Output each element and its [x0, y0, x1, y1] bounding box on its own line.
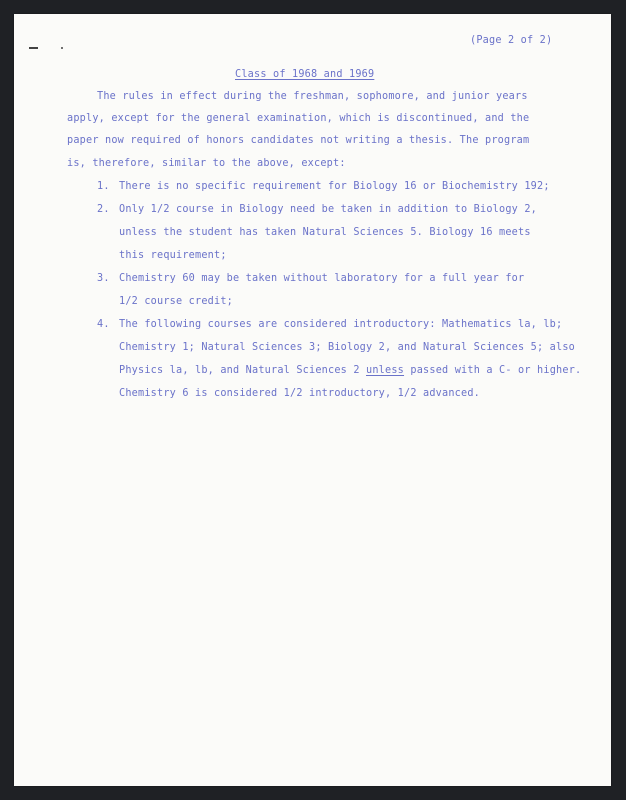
section-title: Class of 1968 and 1969 — [235, 69, 375, 80]
item-line: Chemistry 6 is considered 1/2 introductory, 1/2 advanced. — [119, 388, 481, 399]
item-number: 1. — [97, 181, 110, 192]
item-line: Chemistry 60 may be taken without laboratory for a full year for — [119, 273, 525, 284]
item-line: unless the student has taken Natural Sciences 5. Biology 16 meets — [119, 227, 531, 238]
page-number: (Page 2 of 2) — [470, 35, 553, 46]
item-number: 4. — [97, 319, 110, 330]
stray-dot — [61, 47, 63, 49]
item-number: 3. — [97, 273, 110, 284]
intro-line: apply, except for the general examination, which is discontinued, and the — [67, 113, 530, 124]
item-line: Chemistry 1; Natural Sciences 3; Biology 2, and Natural Sciences 5; also — [119, 342, 576, 353]
intro-line: The rules in effect during the freshman, sophomore, and junior years — [97, 91, 528, 102]
physics-text-after: passed with a C- or higher. — [404, 365, 582, 376]
intro-line: paper now required of honors candidates not writing a thesis. The program — [67, 135, 530, 146]
physics-underlined-word: unless — [366, 365, 405, 376]
physics-text-before: Physics la, lb, and Natural Sciences 2 — [119, 365, 367, 376]
item-line: The following courses are considered introductory: Mathematics la, lb; — [119, 319, 563, 330]
item-line: Only 1/2 course in Biology need be taken in addition to Biology 2, — [119, 204, 538, 215]
item-line-physics — [119, 365, 581, 376]
item-number: 2. — [97, 204, 110, 215]
item-line: this requirement; — [119, 250, 227, 261]
intro-line: is, therefore, similar to the above, except: — [67, 158, 346, 169]
item-line: 1/2 course credit; — [119, 296, 234, 307]
item-line: There is no specific requirement for Biology 16 or Biochemistry 192; — [119, 181, 550, 192]
document-page — [14, 14, 611, 786]
stray-mark — [29, 47, 38, 49]
